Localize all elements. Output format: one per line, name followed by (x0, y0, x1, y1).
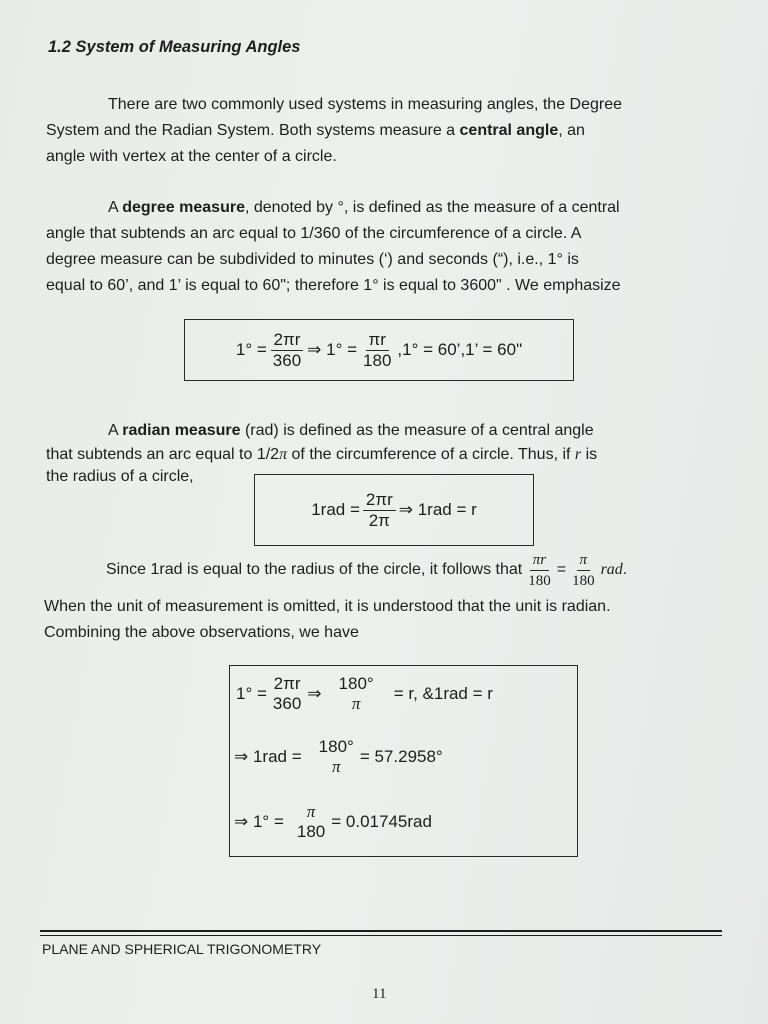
section-heading: 1.2 System of Measuring Angles (48, 38, 301, 56)
text-line: A radian measure (rad) is defined as the measure of a central angle (108, 422, 594, 439)
text-line: angle that subtends an arc equal to 1/360 of the circumference of a circle. A (46, 225, 582, 242)
text-line: A degree measure, denoted by °, is defined as the measure of a central (108, 199, 620, 216)
equation-box-summary (229, 665, 578, 857)
footer-rule (40, 930, 722, 932)
text-line: System and the Radian System. Both systems measure a central angle, an (46, 122, 585, 139)
equation-row: 1rad = $\frac{2\pi r}{2\pi}$ ⇒ 1rad = r (311, 489, 477, 530)
equation-row: 1° = $\frac{2\pi r}{360}$ ⇒ 1° = $\frac{\pi r}{180}$ ,1° = 60’,1’ = 60" (235, 329, 523, 370)
text-line: angle with vertex at the center of a circle. (46, 148, 337, 165)
footer-rule (40, 935, 722, 936)
text-line: Combining the above observations, we have (44, 624, 359, 641)
equation-box-degree (184, 319, 574, 381)
text-line: that subtends an arc equal to 1/2π of the circumference of a circle. Thus, if r is (46, 446, 598, 463)
equation-row: 1° = 2πr 360 ⇒ 180° π = r, &1rad = r (236, 674, 493, 713)
since-line: Since 1rad is equal to the radius of the circle, it follows that $\frac{\pi r}{180}$ = $\frac{\pi}{180}$ rad . (106, 551, 628, 589)
paragraph-degree-measure (46, 195, 621, 299)
equation-row: ⇒ 1rad = 180° π = 57.2958° (234, 737, 443, 776)
footer-title: PLANE AND SPHERICAL TRIGONOMETRY (42, 941, 322, 957)
page-number: 11 (372, 986, 387, 1002)
equation-row: ⇒ 1° = π 180 = 0.01745rad (234, 802, 432, 841)
equation-box-radian (254, 474, 534, 546)
text-line: the radius of a circle, (46, 468, 194, 485)
paragraph-combining (44, 594, 611, 646)
text-line: When the unit of measurement is omitted, it is understood that the unit is radian. (44, 598, 611, 615)
text-line: There are two commonly used systems in measuring angles, the Degree (108, 96, 623, 113)
text-line: degree measure can be subdivided to minutes (‘) and seconds (“), i.e., 1° is (46, 251, 579, 268)
paragraph-measuring-systems (46, 92, 622, 170)
text-line: equal to 60’, and 1’ is equal to 60"; therefore 1° is equal to 3600" . We emphasize (46, 277, 621, 294)
